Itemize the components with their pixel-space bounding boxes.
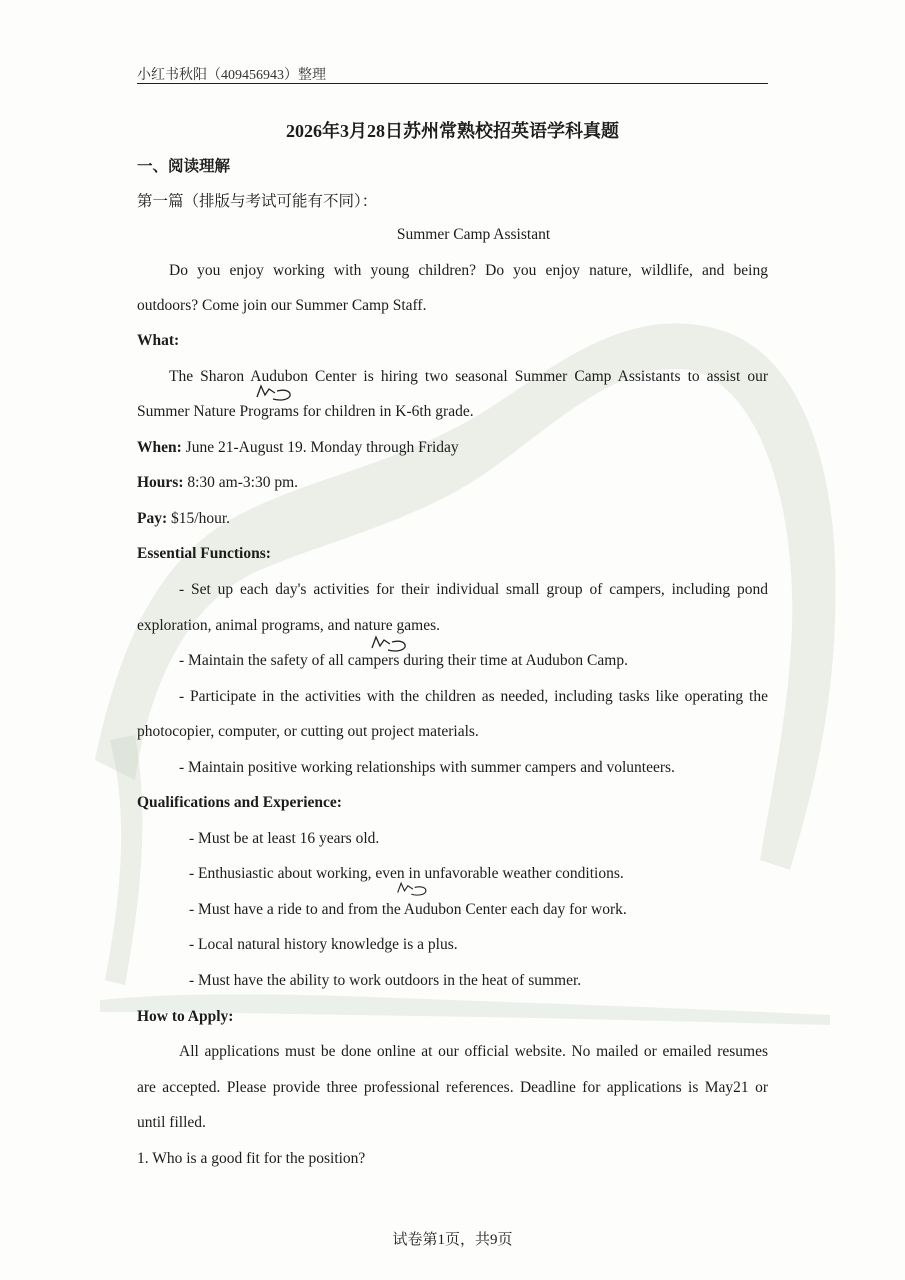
header-divider <box>137 83 768 84</box>
apply-label: How to Apply: <box>137 1008 234 1025</box>
qualification-item-2: - Enthusiastic about working, even in unfavorable weather conditions. <box>189 865 624 882</box>
hours-row: Hours: 8:30 am-3:30 pm. <box>137 474 299 491</box>
essential-item-3-line-2: photocopier, computer, or cutting out project materials. <box>137 723 479 740</box>
apply-line-3: until filled. <box>137 1114 206 1131</box>
handwritten-mark <box>370 634 410 656</box>
essential-item-4: - Maintain positive working relationships with summer campers and volunteers. <box>179 759 675 776</box>
pay-row: Pay: $15/hour. <box>137 510 231 527</box>
qualification-item-3: - Must have a ride to and from the Audubon Center each day for work. <box>189 901 627 918</box>
essential-item-1-line-2: exploration, animal programs, and nature games. <box>137 617 441 634</box>
question-1: 1. Who is a good fit for the position? <box>137 1150 366 1167</box>
apply-line-2: are accepted. Please provide three professional references. Deadline for applications is May21 or <box>137 1079 768 1096</box>
qualifications-label: Qualifications and Experience: <box>137 794 342 811</box>
intro-line-1: Do you enjoy working with young children? Do you enjoy nature, wildlife, and being <box>169 262 768 279</box>
essential-label: Essential Functions: <box>137 545 271 562</box>
what-line-2: Summer Nature Programs for children in K-6th grade. <box>137 403 474 420</box>
passage-title: Summer Camp Assistant <box>396 226 551 243</box>
section-heading: 一、阅读理解 <box>137 158 231 175</box>
qualification-item-5: - Must have the ability to work outdoors in the heat of summer. <box>189 972 582 989</box>
what-line-1: The Sharon Audubon Center is hiring two seasonal Summer Camp Assistants to assist our <box>169 368 768 385</box>
apply-line-1: All applications must be done online at our official website. No mailed or emailed resumes <box>179 1043 768 1060</box>
page-footer: 试卷第1页，共9页 <box>392 1232 513 1248</box>
essential-item-1-line-1: - Set up each day's activities for their individual small group of campers, including pond <box>179 581 768 598</box>
header-note: 小红书秋阳（409456943）整理 <box>137 68 326 83</box>
page-title: 2026年3月28日苏州常熟校招英语学科真题 <box>286 121 619 141</box>
what-label: What: <box>137 332 180 349</box>
qualification-item-1: - Must be at least 16 years old. <box>189 830 380 847</box>
when-row: When: June 21-August 19. Monday through Friday <box>137 439 459 456</box>
handwritten-mark <box>255 383 295 405</box>
handwritten-mark <box>396 880 430 900</box>
subsection-heading: 第一篇（排版与考试可能有不同）： <box>137 193 378 210</box>
qualification-item-4: - Local natural history knowledge is a plus. <box>189 936 458 953</box>
intro-line-2: outdoors? Come join our Summer Camp Staff. <box>137 297 427 314</box>
essential-item-2: - Maintain the safety of all campers during their time at Audubon Camp. <box>179 652 628 669</box>
essential-item-3-line-1: - Participate in the activities with the children as needed, including tasks like operating the <box>179 688 768 705</box>
